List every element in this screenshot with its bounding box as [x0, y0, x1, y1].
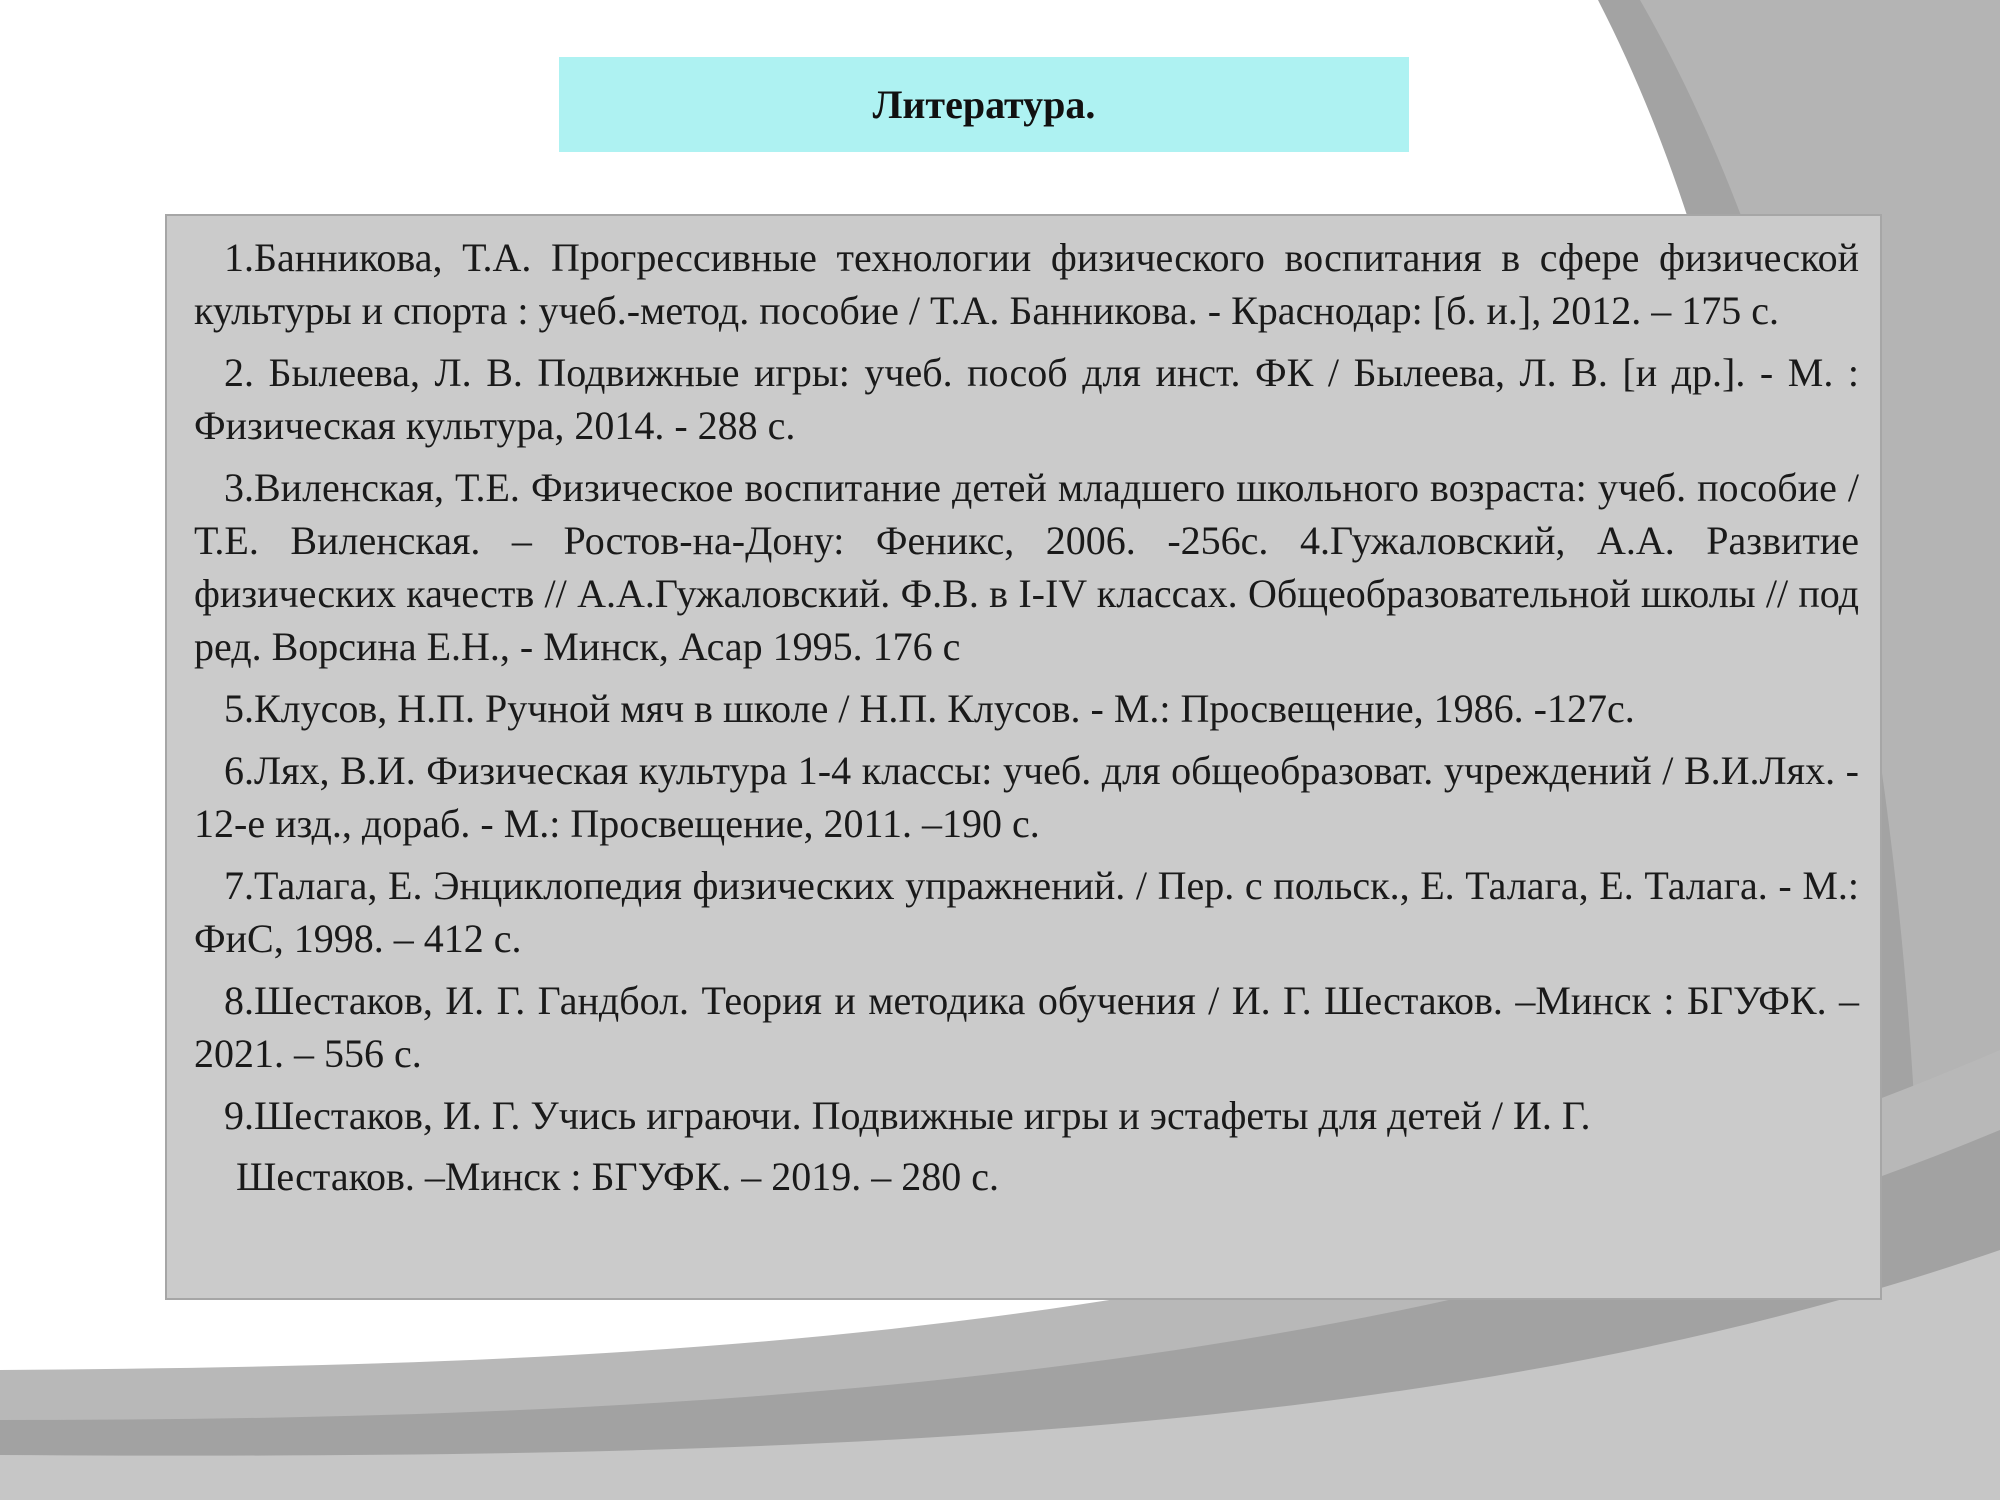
references-box — [165, 214, 1882, 1300]
reference-item-3: 3.Виленская, Т.Е. Физическое воспитание детей младшего школьного возраста: учеб. пособие / Т.Е. Виленская. – Ростов-на-Дону: Феникс, 2006. -256с. 4.Гужаловский, А.А. Развитие физических качеств // А.А.Гужаловский. Ф.В. в I-IV классах. Общеобразовательной школы // под ред. Ворсина Е.Н., - Минск, Асар 1995. 176 с — [194, 465, 1859, 669]
reference-item-6: 6.Лях, В.И. Физическая культура 1-4 классы: учеб. для общеобразоват. учреждений / В.И.Лях. - 12-е изд., дораб. - М.: Просвещение, 2011. –190 с. — [194, 748, 1859, 846]
reference-item-9: 9.Шестаков, И. Г. Учись играючи. Подвижные игры и эстафеты для детей / И. Г. — [224, 1093, 1591, 1138]
reference-item-1: 1.Банникова, Т.А. Прогрессивные технологии физического воспитания в сфере физической культуры и спорта : учеб.-метод. пособие / Т.А. Банникова. - Краснодар: [б. и.], 2012. – 175 с. — [194, 235, 1859, 333]
reference-item-5: 5.Клусов, Н.П. Ручной мяч в школе / Н.П. Клусов. - М.: Просвещение, 1986. -127с. — [224, 686, 1635, 731]
reference-item-9-continuation: Шестаков. –Минск : БГУФК. – 2019. – 280 с. — [236, 1154, 1000, 1199]
reference-item-2: 2. Былеева, Л. В. Подвижные игры: учеб. пособ для инст. ФК / Былеева, Л. В. [и др.]. - М. : Физическая культура, 2014. - 288 с. — [194, 350, 1859, 448]
reference-item-7: 7.Талага, Е. Энциклопедия физических упражнений. / Пер. с польск., Е. Талага, Е. Талага. - М.: ФиС, 1998. – 412 с. — [194, 863, 1859, 961]
reference-item-8: 8.Шестаков, И. Г. Гандбол. Теория и методика обучения / И. Г. Шестаков. –Минск : БГУФК. – 2021. – 556 с. — [194, 978, 1859, 1076]
title-box — [559, 57, 1409, 152]
page-title: Литература. — [872, 82, 1096, 127]
